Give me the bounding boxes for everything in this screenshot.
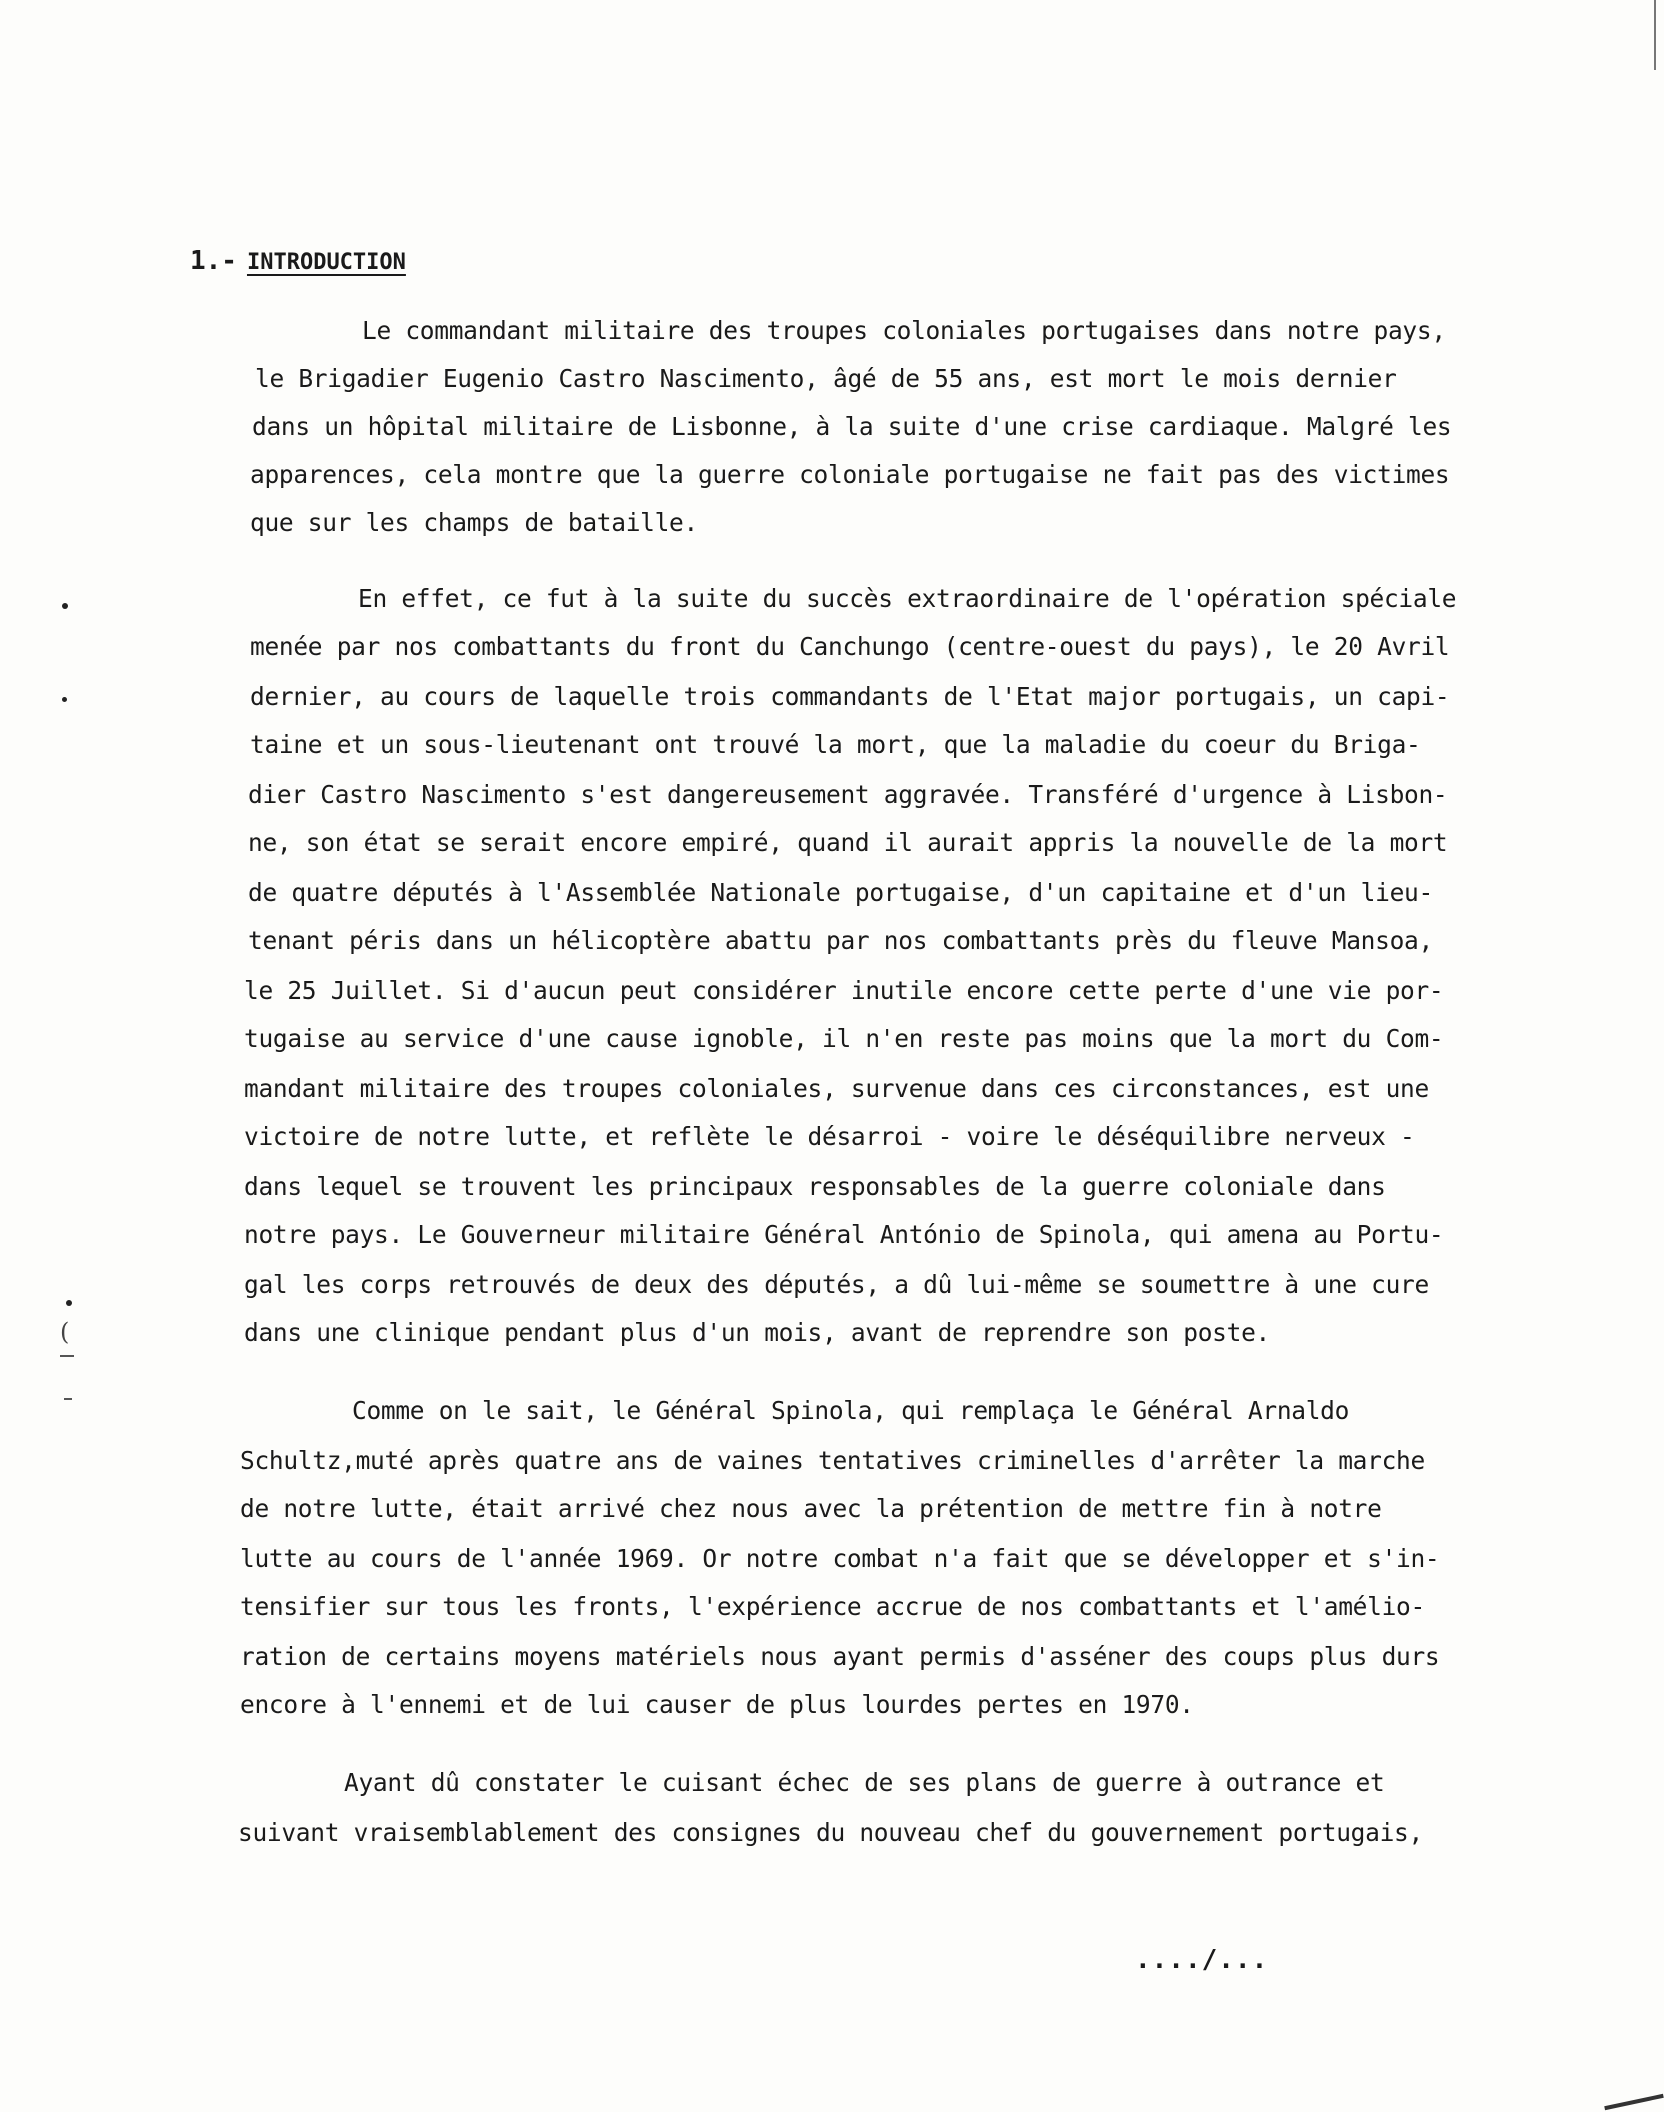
text-line: encore à l'ennemi et de lui causer de plus lourdes pertes en 1970.	[240, 1690, 1194, 1719]
text-line: Ayant dû constater le cuisant échec de ses plans de guerre à outrance et	[344, 1768, 1385, 1797]
text-line: dans lequel se trouvent les principaux responsables de la guerre coloniale dans	[244, 1172, 1386, 1201]
text-line: le Brigadier Eugenio Castro Nascimento, âgé de 55 ans, est mort le mois dernier	[255, 364, 1397, 393]
text-line: de notre lutte, était arrivé chez nous avec la prétention de mettre fin à notre	[240, 1494, 1382, 1523]
text-line: ration de certains moyens matériels nous ayant permis d'asséner des coups plus durs	[240, 1642, 1440, 1671]
margin-dash	[60, 1355, 74, 1357]
text-line: tugaise au service d'une cause ignoble, il n'en reste pas moins que la mort du Com-	[244, 1024, 1444, 1053]
text-line: menée par nos combattants du front du Canchungo (centre-ouest du pays), le 20 Avril	[250, 632, 1450, 661]
text-line: Comme on le sait, le Général Spinola, qui remplaça le Général Arnaldo	[352, 1396, 1350, 1425]
text-line: victoire de notre lutte, et reflète le désarroi - voire le déséquilibre nerveux -	[244, 1122, 1415, 1151]
text-line: que sur les champs de bataille.	[250, 508, 698, 537]
margin-dot	[62, 603, 68, 609]
text-line: Schultz,muté après quatre ans de vaines tentatives criminelles d'arrêter la marche	[240, 1446, 1425, 1475]
continuation-marker: ..../...	[1135, 1945, 1269, 1975]
text-line: apparences, cela montre que la guerre coloniale portugaise ne fait pas des victimes	[250, 460, 1450, 489]
text-line: le 25 Juillet. Si d'aucun peut considérer inutile encore cette perte d'une vie por-	[244, 976, 1444, 1005]
text-line: ne, son état se serait encore empiré, quand il aurait appris la nouvelle de la mort	[248, 828, 1448, 857]
text-line: Le commandant militaire des troupes coloniales portugaises dans notre pays,	[362, 316, 1446, 345]
text-line: lutte au cours de l'année 1969. Or notre combat n'a fait que se développer et s'in-	[240, 1544, 1440, 1573]
section-title: INTRODUCTION	[246, 250, 406, 275]
text-line: dernier, au cours de laquelle trois commandants de l'Etat major portugais, un capi-	[250, 682, 1450, 711]
text-line: tenant péris dans un hélicoptère abattu par nos combattants près du fleuve Mansoa,	[248, 926, 1433, 955]
text-line: dans une clinique pendant plus d'un mois, avant de reprendre son poste.	[244, 1318, 1270, 1347]
text-line: taine et un sous-lieutenant ont trouvé la mort, que la maladie du coeur du Briga-	[250, 730, 1421, 759]
scan-edge-mark	[1654, 0, 1656, 70]
text-line: dier Castro Nascimento s'est dangereusement aggravée. Transféré d'urgence à Lisbon-	[248, 780, 1448, 809]
text-line: dans un hôpital militaire de Lisbonne, à la suite d'une crise cardiaque. Malgré les	[252, 412, 1452, 441]
margin-dash	[64, 1398, 72, 1400]
section-heading	[190, 246, 406, 276]
text-line: suivant vraisemblablement des consignes du nouveau chef du gouvernement portugais,	[238, 1818, 1423, 1847]
scan-corner-mark	[1604, 2094, 1664, 2110]
text-line: tensifier sur tous les fronts, l'expérience accrue de nos combattants et l'amélio-	[240, 1592, 1425, 1621]
text-line: En effet, ce fut à la suite du succès extraordinaire de l'opération spéciale	[358, 584, 1457, 613]
margin-dot	[66, 1300, 72, 1306]
margin-dot	[62, 697, 67, 702]
margin-bracket: (	[60, 1318, 70, 1346]
text-line: mandant militaire des troupes coloniales, survenue dans ces circonstances, est une	[244, 1074, 1429, 1103]
section-number: 1.-	[190, 246, 237, 276]
text-line: gal les corps retrouvés de deux des députés, a dû lui-même se soumettre à une cure	[244, 1270, 1429, 1299]
text-line: notre pays. Le Gouverneur militaire Général António de Spinola, qui amena au Portu-	[244, 1220, 1444, 1249]
text-line: de quatre députés à l'Assemblée Nationale portugaise, d'un capitaine et d'un lieu-	[248, 878, 1433, 907]
